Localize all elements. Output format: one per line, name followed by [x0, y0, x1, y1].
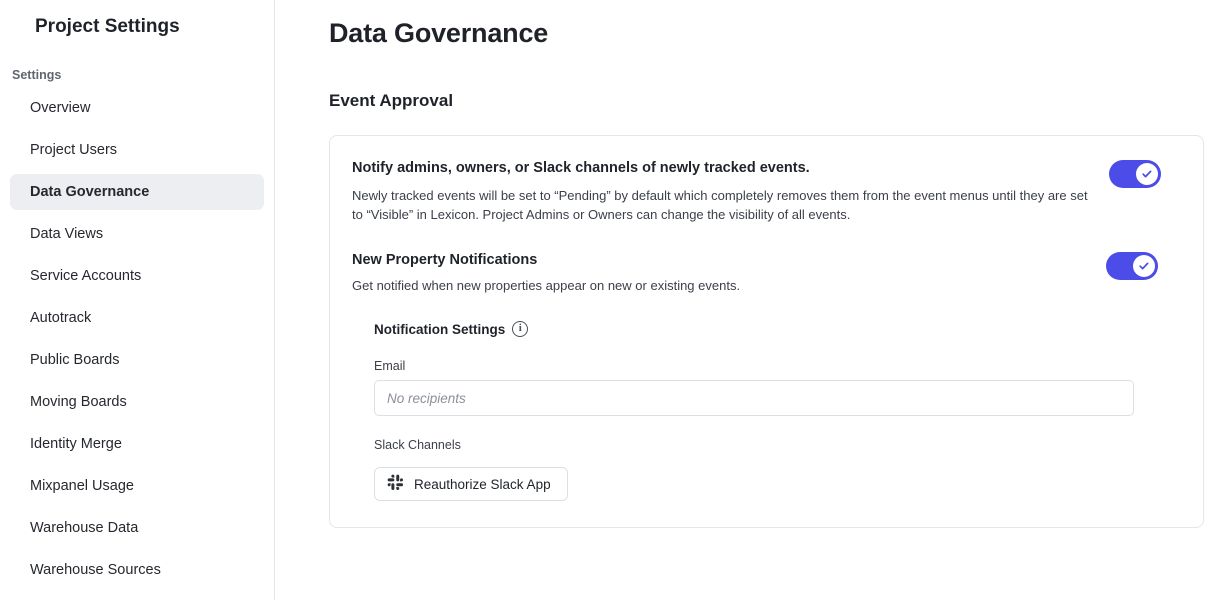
slack-icon [387, 474, 404, 494]
check-icon [1133, 255, 1155, 277]
notification-settings-label: Notification Settings [374, 321, 506, 337]
main-content [275, 0, 1217, 600]
new-property-notifications-description: Get notified when new properties appear on new or existing events. [352, 278, 741, 293]
sidebar-item-moving-boards[interactable]: Moving Boards [30, 394, 127, 410]
notification-settings [352, 321, 1177, 501]
section-title-event-approval: Event Approval [329, 91, 454, 110]
sidebar-item-service-accounts[interactable]: Service Accounts [30, 268, 142, 284]
sidebar-item-public-boards[interactable]: Public Boards [30, 352, 120, 368]
event-approval-row [352, 158, 1177, 224]
sidebar-item-data-governance[interactable]: Data Governance [10, 174, 264, 210]
reauthorize-slack-app-button[interactable] [374, 467, 568, 501]
sidebar-item-data-views[interactable]: Data Views [30, 226, 104, 242]
sidebar-item-project-users[interactable]: Project Users [30, 142, 118, 158]
sidebar-item-warehouse-sources[interactable]: Warehouse Sources [30, 562, 161, 578]
event-approval-toggle-wrap [1092, 158, 1177, 188]
info-icon[interactable]: i [512, 321, 528, 337]
event-approval-card [329, 135, 1204, 528]
slack-channels-label: Slack Channels [374, 438, 461, 452]
sidebar-section-label: Settings [12, 68, 62, 82]
sidebar-item-overview[interactable]: Overview [30, 100, 91, 116]
reauthorize-slack-app-label: Reauthorize Slack App [414, 476, 551, 492]
page-title: Data Governance [329, 18, 549, 48]
event-approval-heading: Notify admins, owners, or Slack channels of newly tracked events. [352, 160, 810, 176]
sidebar [0, 0, 275, 600]
sidebar-item-mixpanel-usage[interactable]: Mixpanel Usage [30, 478, 134, 494]
new-property-notifications-heading: New Property Notifications [352, 252, 538, 268]
sidebar-title: Project Settings [35, 16, 180, 37]
sidebar-item-identity-merge[interactable]: Identity Merge [30, 436, 122, 452]
email-recipients-input[interactable] [374, 380, 1134, 416]
new-property-notifications-toggle[interactable] [1106, 252, 1158, 280]
new-property-notifications-row [352, 250, 1177, 295]
new-property-notifications-toggle-wrap [1087, 250, 1177, 280]
new-property-notifications-text [352, 250, 740, 295]
sidebar-item-warehouse-data[interactable]: Warehouse Data [30, 520, 139, 536]
event-approval-description: Newly tracked events will be set to “Pending” by default which completely removes them from the event menus until they are set to “Visible” in Lexicon. Project Admins or Owners can change the visibility of all events. [352, 188, 1088, 222]
event-approval-text [352, 158, 1092, 224]
check-icon [1136, 163, 1158, 185]
event-approval-toggle[interactable] [1109, 160, 1161, 188]
email-label: Email [374, 359, 406, 373]
sidebar-nav [0, 90, 274, 588]
sidebar-item-autotrack[interactable]: Autotrack [30, 310, 92, 326]
notification-settings-header [374, 321, 1177, 337]
